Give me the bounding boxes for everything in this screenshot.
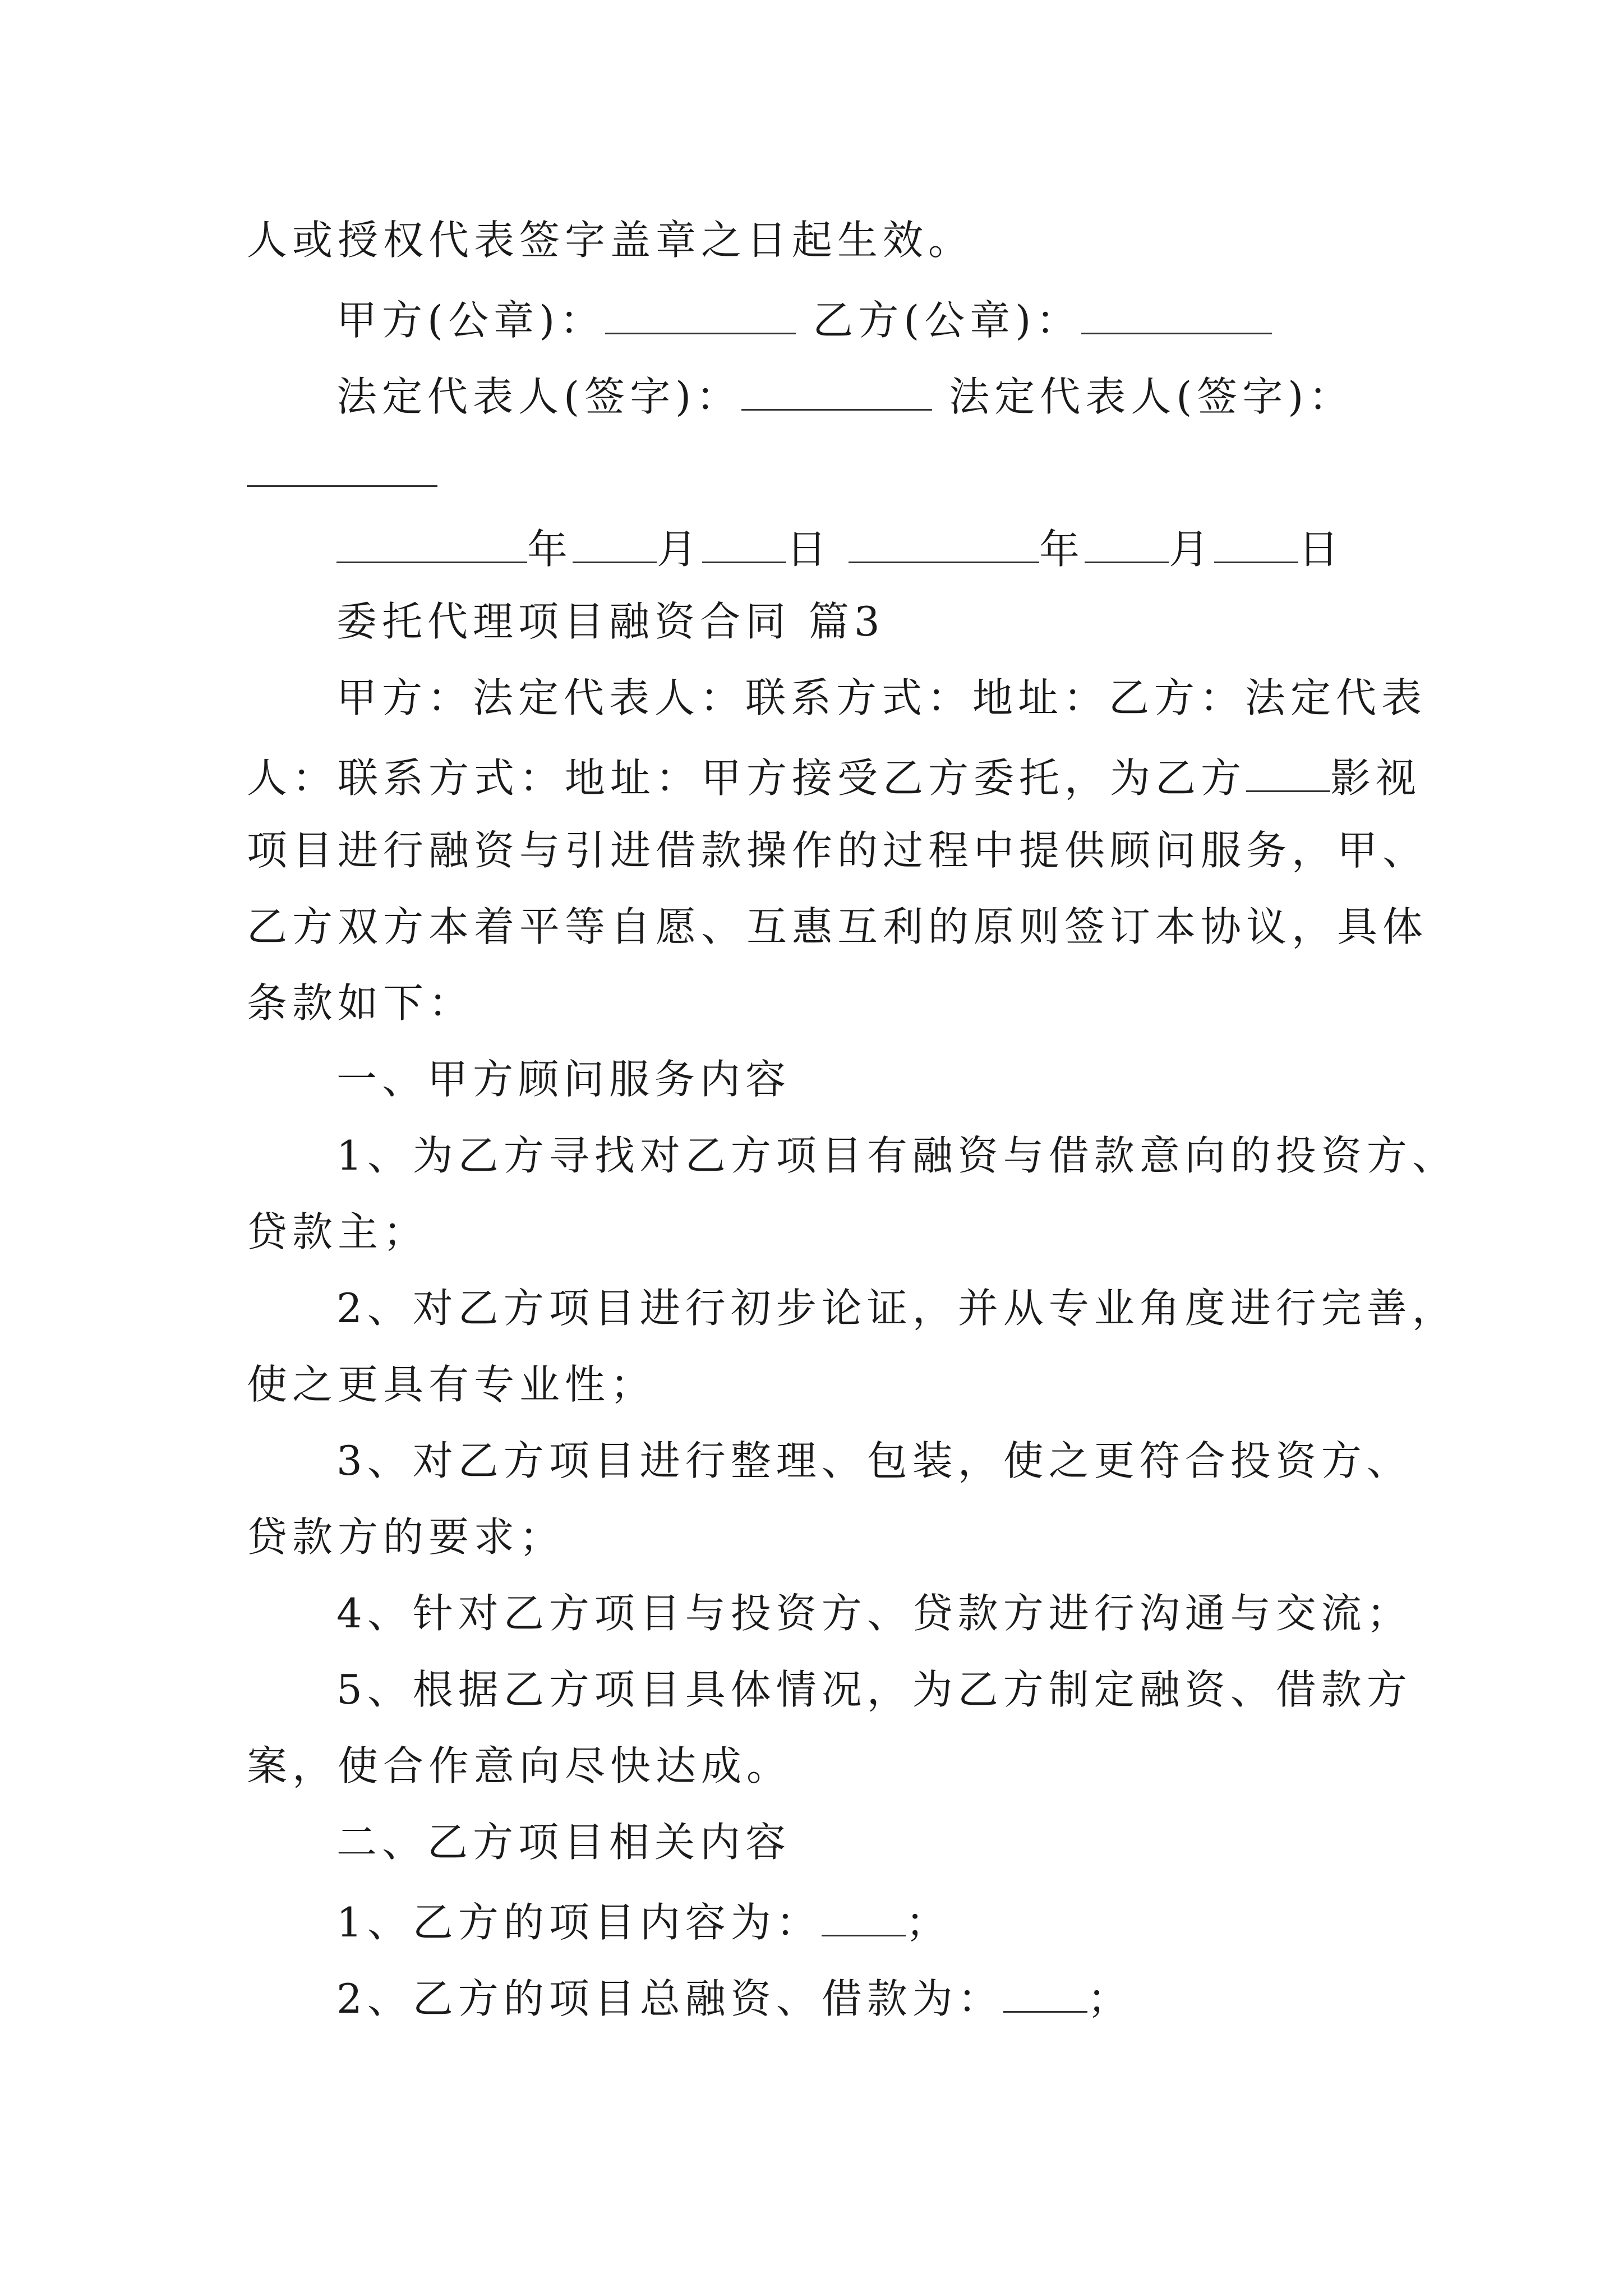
project-content-blank [822, 1898, 906, 1936]
text-line [336, 1285, 1458, 1332]
section-heading-text: 一、甲方顾问服务内容 [336, 1056, 791, 1103]
party-a-rep-label: 法定代表人(签字)： [336, 372, 742, 420]
project-financing-blank [1003, 1975, 1087, 2013]
text-span: 贷款主； [247, 1208, 429, 1255]
text-line [247, 1513, 1413, 1561]
text-line [336, 1975, 1413, 2022]
date-year-label: 年 [1039, 525, 1085, 573]
text-line [247, 1361, 1413, 1408]
text-line [336, 1132, 1458, 1179]
date-day-label: 日 [1298, 525, 1344, 573]
date-year-label: 年 [527, 525, 573, 573]
text-span: 条款如下： [247, 979, 474, 1027]
signature-line-legal-rep [336, 372, 1413, 420]
text-line [336, 1898, 1413, 1946]
date-day-blank [702, 525, 786, 563]
party-b-rep-blank [247, 449, 437, 487]
text-span: 1、乙方的项目内容为： [336, 1898, 822, 1946]
text-span: 使之更具有专业性； [247, 1361, 656, 1408]
section-title-text: 委托代理项目融资合同 篇3 [336, 598, 885, 645]
date-year-blank [336, 525, 527, 563]
date-month-blank [573, 525, 657, 563]
text-span: ； [905, 1898, 951, 1946]
text-line [336, 1590, 1413, 1637]
text-span: 人或授权代表签字盖章之日起生效。 [247, 217, 974, 264]
text-span: 5、根据乙方项目具体情况，为乙方制定融资、借款方 [336, 1666, 1412, 1713]
text-line [247, 1742, 1413, 1789]
date-month-label: 月 [657, 525, 703, 573]
text-span: 乙方双方本着平等自愿、互惠互利的原则签订本协议，具体 [247, 903, 1428, 950]
text-line [247, 827, 1428, 874]
text-line [336, 1666, 1413, 1713]
section-heading-text: 二、乙方项目相关内容 [336, 1819, 791, 1866]
text-line [247, 1208, 1413, 1255]
text-span: 3、对乙方项目进行整理、包装，使之更符合投资方、 [336, 1437, 1412, 1484]
section-heading [336, 1056, 1413, 1103]
text-span: 项目进行融资与引进借款操作的过程中提供顾问服务，甲、 [247, 827, 1428, 874]
signature-line-blank [247, 449, 1413, 493]
party-b-rep-label: 法定代表人(签字)： [949, 372, 1354, 420]
party-a-rep-blank [741, 372, 932, 411]
text-line [247, 754, 1422, 802]
date-month-blank [1085, 525, 1169, 563]
project-name-blank [1246, 754, 1330, 792]
text-span: 4、针对乙方项目与投资方、贷款方进行沟通与交流； [336, 1590, 1412, 1637]
party-a-seal-label: 甲方(公章)： [336, 296, 606, 344]
section-heading [336, 1819, 1413, 1866]
party-a-seal-blank [605, 296, 796, 334]
text-line [247, 979, 1413, 1027]
date-day-blank [1214, 525, 1298, 563]
text-span: 2、乙方的项目总融资、借款为： [336, 1975, 1003, 2022]
party-b-seal-blank [1081, 296, 1272, 334]
section-title [336, 598, 1413, 645]
text-span: 甲方：法定代表人：联系方式：地址：乙方：法定代表 [336, 674, 1427, 721]
date-day-label: 日 [786, 525, 832, 573]
text-line [247, 217, 1413, 264]
text-span: 人：联系方式：地址：甲方接受乙方委托，为乙方 [247, 754, 1247, 802]
text-line [336, 674, 1427, 721]
date-line [336, 525, 1413, 573]
party-b-seal-label: 乙方(公章)： [813, 296, 1082, 344]
text-span: 案，使合作意向尽快达成。 [247, 1742, 792, 1789]
text-span: ； [1087, 1975, 1133, 2022]
date-month-label: 月 [1169, 525, 1215, 573]
date-year-blank [849, 525, 1039, 563]
signature-line-seal [336, 296, 1413, 344]
text-line [336, 1437, 1413, 1484]
text-span: 2、对乙方项目进行初步论证，并从专业角度进行完善， [336, 1285, 1458, 1332]
text-span: 贷款方的要求； [247, 1513, 565, 1561]
text-span: 影视 [1330, 754, 1422, 802]
text-span: 1、为乙方寻找对乙方项目有融资与借款意向的投资方、 [336, 1132, 1458, 1179]
text-line [247, 903, 1428, 950]
